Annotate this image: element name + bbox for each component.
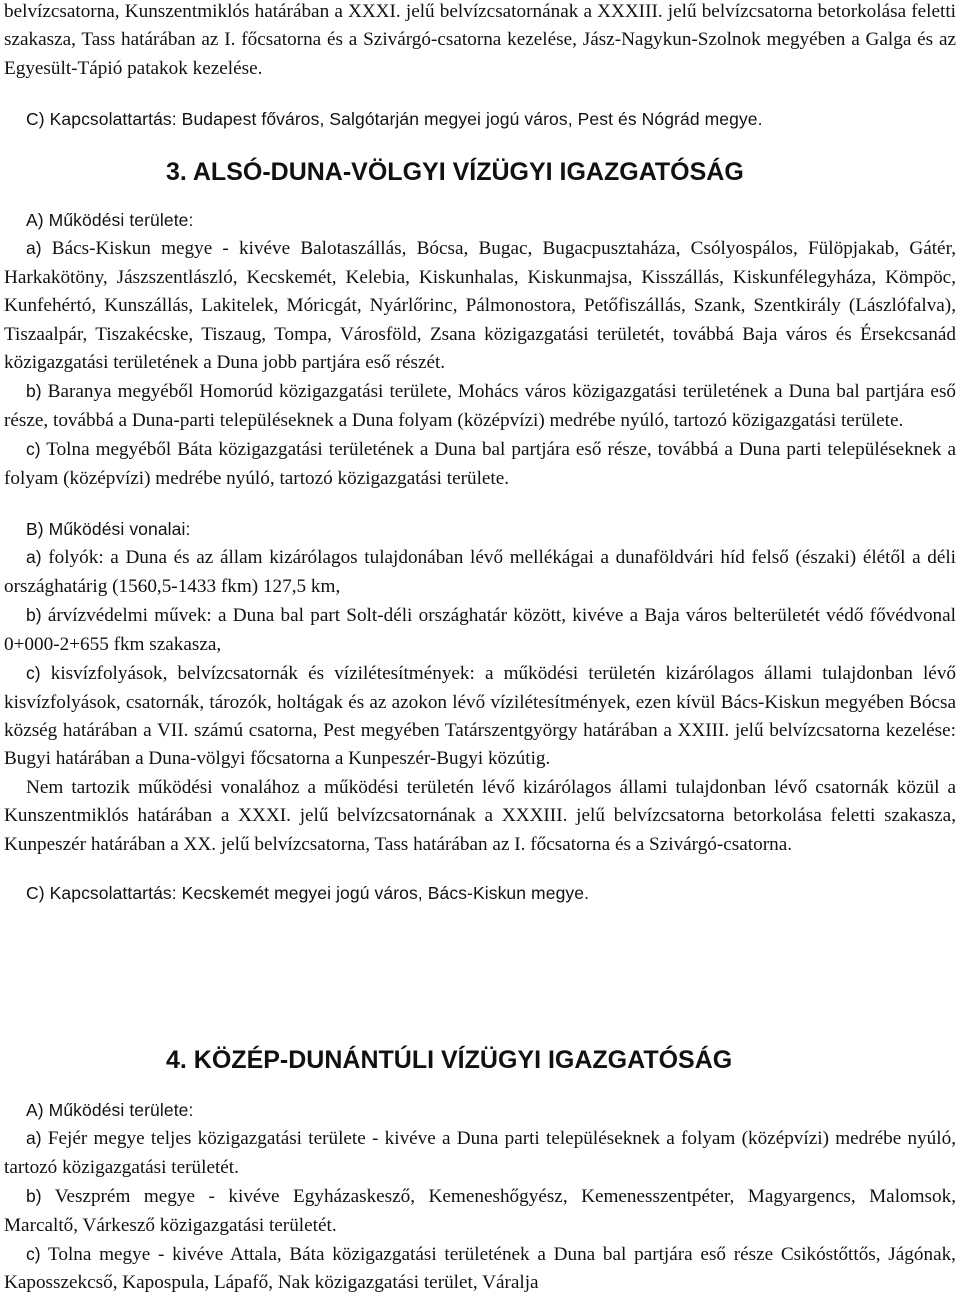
lines-title: B) Működési vonalai:: [26, 519, 191, 540]
area-item-c: [4, 435, 956, 493]
area-title: A) Működési területe:: [26, 1100, 194, 1120]
item-text: folyók: a Duna és az állam kizárólagos tulajdonában lévő mellékágai a dunaföldvári híd felső (északi) élétől a déli országhatárig (1560,5-1433 fkm) 127,5 km,: [4, 547, 957, 597]
contact-section-3: C) Kapcsolattartás: Kecskemét megyei jogú város, Bács-Kiskun megye.: [26, 882, 590, 903]
item-label: b): [26, 381, 42, 402]
section-3-heading: 3. ALSÓ-DUNA-VÖLGYI VÍZÜGYI IGAZGATÓSÁG: [166, 158, 744, 186]
item-label: c): [26, 663, 41, 684]
section-4-body: [4, 1096, 956, 1298]
lines-item-a: [4, 543, 956, 601]
area-item-b: [4, 1182, 956, 1240]
item-label: a): [26, 547, 42, 568]
exclusion-paragraph: Nem tartozik működési vonalához a működési területén lévő kizárólagos állami tulajdonban lévő csatornák közül a Kunszentmiklós határában a XXXI. jelű belvízcsatornának a XXXIII. jelű belvízcsatorna betorkolása feletti szakasza, Kunpeszér határában a XX. jelű belvízcsatorna, Tass határában az I. főcsatorna és a Szivárgó-csatorna.: [4, 776, 956, 855]
area-item-c: [4, 1240, 956, 1298]
section-3-body: [4, 206, 956, 907]
area-title: A) Működési területe:: [26, 210, 194, 230]
item-text: Fejér megye teljes közigazgatási területe - kivéve a Duna parti településeknek a folyam (középvízi) medrébe nyúló, tartozó közigazgatási területét.: [4, 1128, 956, 1178]
contact-text: C) Kapcsolattartás: Budapest főváros, Salgótarján megyei jogú város, Pest és Nógrád megye.: [26, 109, 763, 129]
item-text: Baranya megyéből Homorúd közigazgatási területe, Mohács város közigazgatási területének a Duna bal partjára eső része, továbbá a Duna-parti településeknek a Duna folyam (középvízi) medrébe nyúló, tartozó közigazgatási területe.: [4, 381, 956, 431]
item-label: b): [26, 605, 42, 626]
section-4-heading: 4. KÖZÉP-DUNÁNTÚLI VÍZÜGYI IGAZGATÓSÁG: [166, 1046, 733, 1074]
spacer: [4, 493, 956, 515]
item-label: c): [26, 1244, 41, 1265]
continuation-paragraph: [4, 0, 956, 83]
item-text: Bács-Kiskun megye - kivéve Balotaszállás, Bócsa, Bugac, Bugacpusztaháza, Csólyospálos, Fülöpjakab, Gátér, Harkakötöny, Jászszentlászló, Kecskemét, Kelebia, Kiskunhalas, Kiskunmajsa, Kisszállás, Kiskunfélegyháza, Kömpöc, Kunfehértó, Kunszállás, Lakitelek, Móricgát, Nyárlőrinc, Pálmonostora, Petőfiszállás, Szank, Szentkirály (Lászlófalva), Tiszaalpár, Tiszakécske, Tiszaug, Tompa, Városföld, Zsana közigazgatási területét, továbbá Baja város és Érsekcsanád közigazgatási területének a Duna jobb partjára eső részét.: [4, 238, 956, 374]
item-label: b): [26, 1186, 42, 1207]
item-text: Tolna megyéből Báta közigazgatási területének a Duna bal partjára eső része, továbbá a Duna parti településeknek a folyam (középvízi) medrébe nyúló, tartozó közigazgatási területe.: [4, 439, 956, 489]
item-label: c): [26, 439, 41, 460]
area-item-b: [4, 377, 956, 435]
spacer: [4, 859, 956, 879]
lines-item-b: [4, 601, 956, 659]
item-text: Veszprém megye - kivéve Egyházaskesző, Kemeneshőgyész, Kemenesszentpéter, Magyargencs, Malomsok, Marcaltő, Várkesző közigazgatási területét.: [4, 1186, 956, 1236]
lines-item-c: [4, 659, 956, 774]
item-text: árvízvédelmi művek: a Duna bal part Solt-déli országhatár között, kivéve a Baja város belterületét védő fővédvonal 0+000-2+655 fkm szakasza,: [4, 605, 957, 655]
continuation-text: belvízcsatorna, Kunszentmiklós határában a XXXI. jelű belvízcsatornának a XXXIII. jelű belvízcsatorna betorkolása feletti szakasza, Tass határában az I. főcsatorna és a Szivárgó-csatorna kezelése, Jász-Nagykun-Szolnok megyében a Galga és az Egyesült-Tápió patakok kezelése.: [4, 1, 956, 79]
item-label: a): [26, 1128, 42, 1149]
item-label: a): [26, 238, 42, 259]
item-text: kisvízfolyások, belvízcsatornák és vízilétesítmények: a működési területén kizárólagos állami tulajdonban lévő kisvízfolyások, csatornák, tározók, holtágak és az azokon lévő vízilétesítmények, ezen kívül Bács-Kiskun megyében Bócsa község határában a VII. számú csatorna, Pest megyében Tatárszentgyörgy határában a XXIII. jelű belvízcsatorna kezelése: Bugyi határában a Duna-völgyi főcsatorna a Kunpeszér-Bugyi közútig.: [4, 663, 957, 770]
area-item-a: [4, 234, 956, 377]
item-text: Tolna megye - kivéve Attala, Báta közigazgatási területének a Duna bal partjára eső része Csikóstőttős, Jágónak, Kaposszekcső, Kapospula, Lápafő, Nak közigazgatási terület, Váralja: [4, 1244, 956, 1294]
contact-section-2: [4, 105, 956, 133]
area-item-a: [4, 1124, 956, 1182]
